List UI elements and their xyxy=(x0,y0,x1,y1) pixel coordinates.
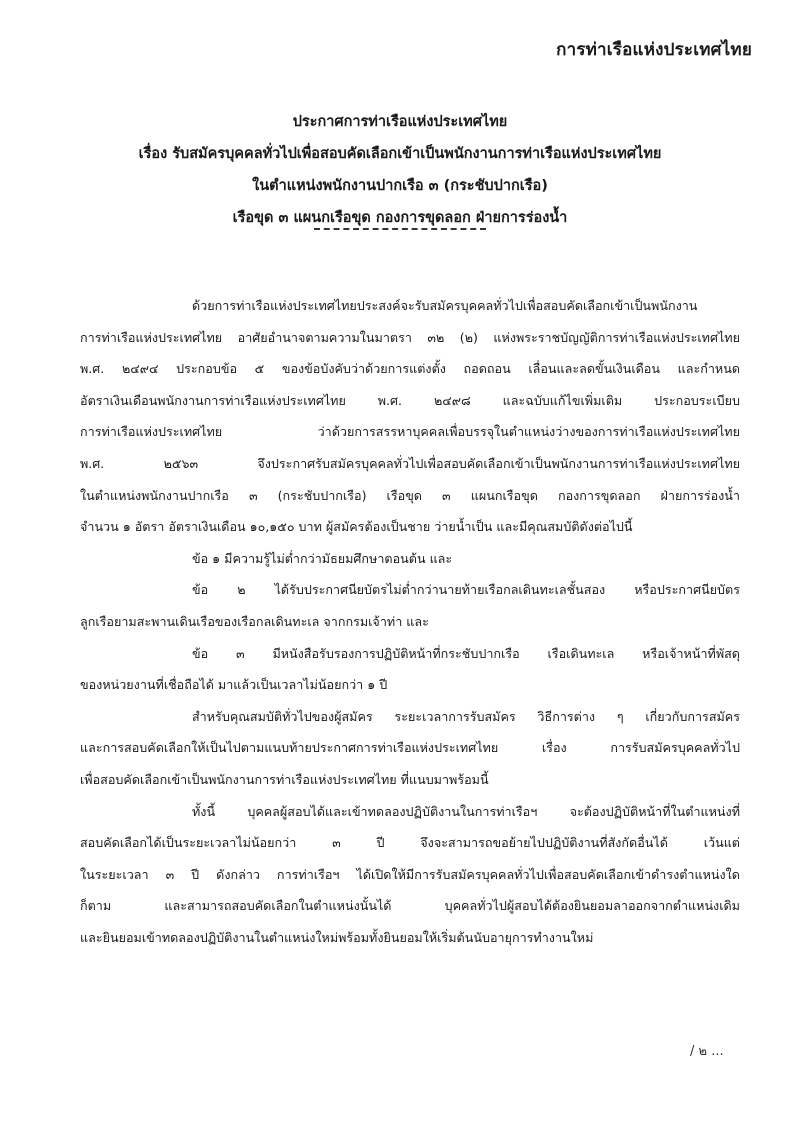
announcement-body xyxy=(80,290,740,953)
text-line: ข้อ ๒ ได้รับประกาศนียบัตรไม่ต่ำกว่านายท้ายเรือกลเดินทะเลชั้นสอง หรือประกาศนียบัตร xyxy=(192,582,740,598)
title-line-announcement: ประกาศการท่าเรือแห่งประเทศไทย xyxy=(292,114,508,130)
text-line: พ.ศ. ๒๕๖๓ จึงประกาศรับสมัครบุคคลทั่วไปเพื่อสอบคัดเลือกเข้าเป็นพนักงานการท่าเรือแห่งประเทศไทย xyxy=(80,455,740,471)
text-line: จำนวน ๑ อัตรา อัตราเงินเดือน ๑๐,๑๕๐ บาท ผู้สมัครต้องเป็นชาย ว่ายน้ำเป็น และมีคุณสมบัติดังต่อไปนี้ xyxy=(80,519,633,535)
text-line: การท่าเรือแห่งประเทศไทย ว่าด้วยการสรรหาบุคคลเพื่อบรรจุในตำแหน่งว่างของการท่าเรือแห่งประเทศไทย xyxy=(80,424,740,440)
text-line: อัตราเงินเดือนพนักงานการท่าเรือแห่งประเทศไทย พ.ศ. ๒๔๙๘ และฉบับแก้ไขเพิ่มเติม ประกอบระเบียบ xyxy=(80,392,740,408)
text-line: ลูกเรือยามสะพานเดินเรือของเรือกลเดินทะเล จากกรมเจ้าท่า และ xyxy=(80,613,429,629)
title-line-department: เรือขุด ๓ แผนกเรือขุด กองการขุดลอก ฝ่ายการร่องน้ำ xyxy=(232,210,568,226)
clause-1 xyxy=(80,543,740,575)
text-line: ในตำแหน่งพนักงานปากเรือ ๓ (กระชับปากเรือ) เรือขุด ๓ แผนกเรือขุด กองการขุดลอก ฝ่ายการร่องน้ำ xyxy=(80,487,740,503)
clause-2 xyxy=(80,574,740,637)
text-line: ทั้งนี้ บุคคลผู้สอบได้และเข้าทดลองปฏิบัติงานในการท่าเรือฯ จะต้องปฏิบัติหน้าที่ในตำแหน่งที่ xyxy=(192,803,740,819)
page-continuation-marker: / ๒ ... xyxy=(690,1044,724,1059)
clause-3 xyxy=(80,638,740,701)
paragraph-conditions xyxy=(80,796,740,954)
text-line: ข้อ ๓ มีหนังสือรับรองการปฏิบัติหน้าที่กระชับปากเรือ เรือเดินทะเล หรือเจ้าหน้าที่พัสดุ xyxy=(192,645,740,661)
text-line: ในระยะเวลา ๓ ปี ดังกล่าว การท่าเรือฯ ได้เปิดให้มีการรับสมัครบุคคลทั่วไปเพื่อสอบคัดเลือกเข้าดำรงตำแหน่งใด xyxy=(80,866,740,882)
text-line: การท่าเรือแห่งประเทศไทย อาศัยอำนาจตามความในมาตรา ๓๒ (๒) แห่งพระราชบัญญัติการท่าเรือแห่งประเทศไทย xyxy=(80,329,740,345)
text-line: พ.ศ. ๒๔๙๔ ประกอบข้อ ๕ ของข้อบังคับว่าด้วยการแต่งตั้ง ถอดถอน เลื่อนและลดขั้นเงินเดือน และกำหนด xyxy=(80,361,740,377)
text-line: สอบคัดเลือกได้เป็นระยะเวลาไม่น้อยกว่า ๓ ปี จึงจะสามารถขอย้ายไปปฏิบัติงานที่สังกัดอื่นได้ เว้นแต่ xyxy=(80,835,740,851)
text-line: สำหรับคุณสมบัติทั่วไปของผู้สมัคร ระยะเวลาการรับสมัคร วิธีการต่าง ๆ เกี่ยวกับการสมัคร xyxy=(192,708,740,724)
announcement-title xyxy=(0,106,800,238)
text-line: เพื่อสอบคัดเลือกเข้าเป็นพนักงานการท่าเรือแห่งประเทศไทย ที่แนบมาพร้อมนี้ xyxy=(80,771,489,787)
organization-header: การท่าเรือแห่งประเทศไทย xyxy=(556,40,752,60)
title-line-subject: เรื่อง รับสมัครบุคคลทั่วไปเพื่อสอบคัดเลือกเข้าเป็นพนักงานการท่าเรือแห่งประเทศไทย xyxy=(138,146,662,162)
paragraph-intro xyxy=(80,290,740,543)
text-line: ข้อ ๑ มีความรู้ไม่ต่ำกว่ามัธยมศึกษาตอนต้น และ xyxy=(192,550,453,566)
paragraph-general-qualifications xyxy=(80,701,740,796)
title-divider xyxy=(314,228,486,230)
text-line: ก็ตาม และสามารถสอบคัดเลือกในตำแหน่งนั้นได้ บุคคลทั่วไปผู้สอบได้ต้องยินยอมลาออกจากตำแหน่งเดิม xyxy=(80,898,740,914)
text-line: ของหน่วยงานที่เชื่อถือได้ มาแล้วเป็นเวลาไม่น้อยกว่า ๑ ปี xyxy=(80,677,388,693)
text-line: ด้วยการท่าเรือแห่งประเทศไทยประสงค์จะรับสมัครบุคคลทั่วไปเพื่อสอบคัดเลือกเข้าเป็นพนักงาน xyxy=(192,298,698,313)
text-line: และการสอบคัดเลือกให้เป็นไปตามแนบท้ายประกาศการท่าเรือแห่งประเทศไทย เรื่อง การรับสมัครบุคคลทั่วไป xyxy=(80,740,740,756)
text-line: และยินยอมเข้าทดลองปฏิบัติงานในตำแหน่งใหม่พร้อมทั้งยินยอมให้เริ่มต้นนับอายุการทำงานใหม่ xyxy=(80,929,594,945)
title-line-position: ในตำแหน่งพนักงานปากเรือ ๓ (กระชับปากเรือ) xyxy=(252,178,548,194)
